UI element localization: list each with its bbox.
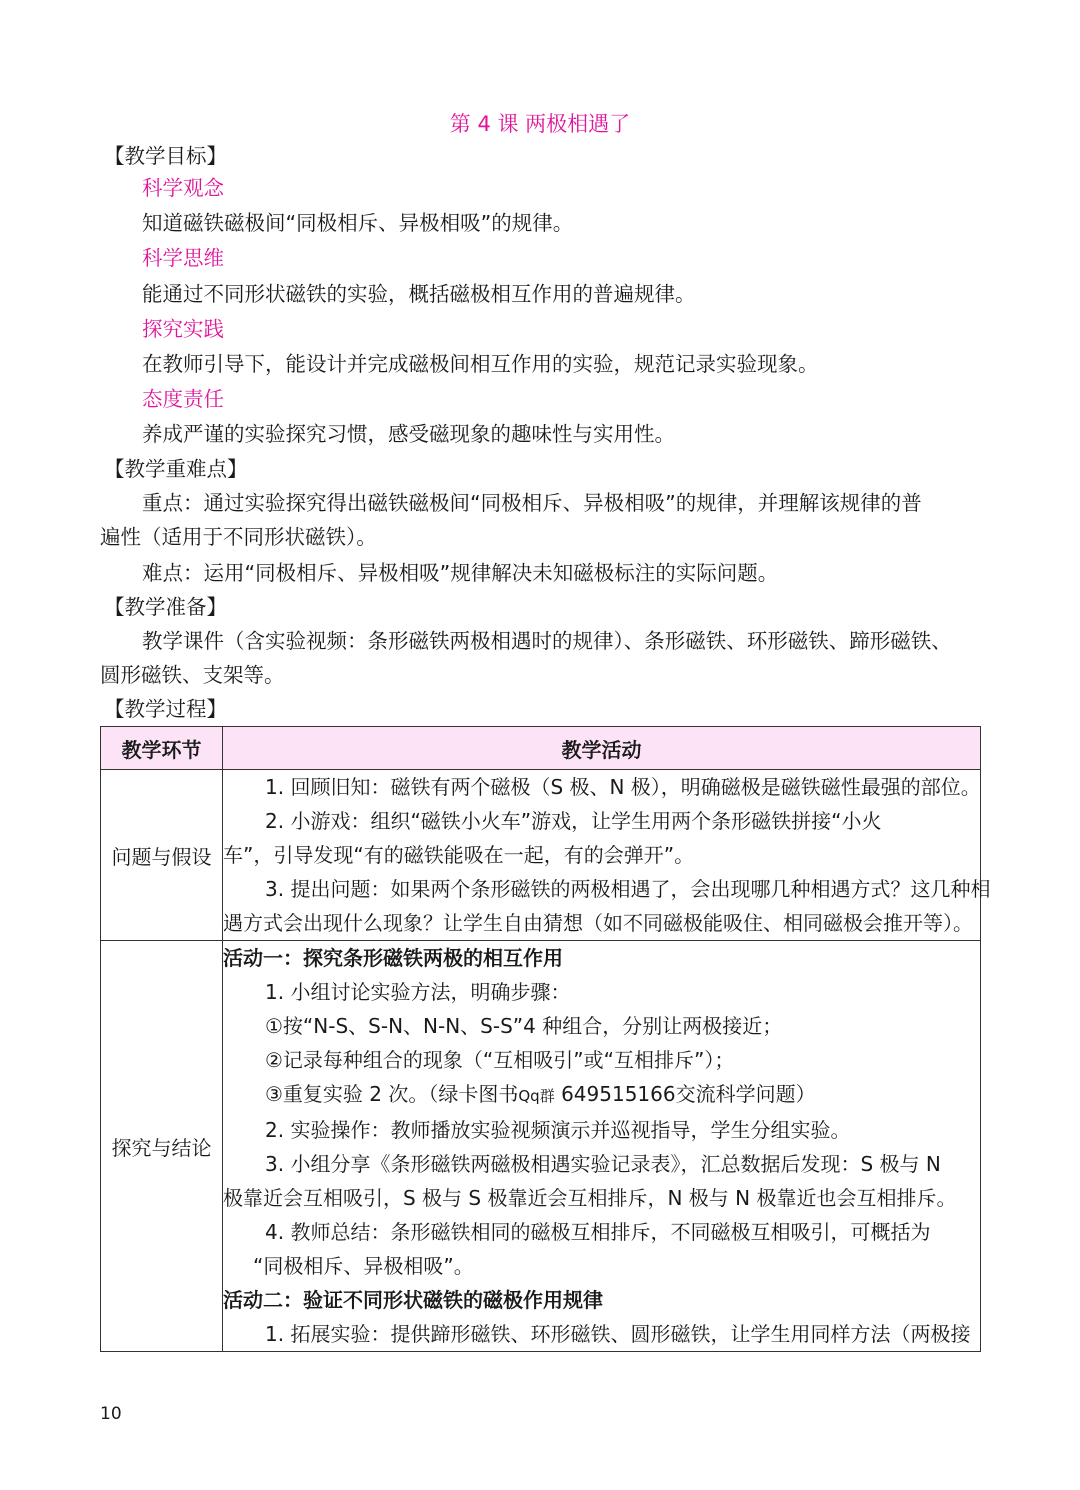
process-heading: 【教学过程】 — [104, 697, 227, 721]
objective-text-thinking: 能通过不同形状磁铁的实验，概括磁极相互作用的普遍规律。 — [142, 282, 696, 306]
activity-line: 2. 小游戏：组织“磁铁小火车”游戏，让学生用两个条形磁铁拼接“小火 — [265, 809, 882, 833]
activity-line: 1. 小组讨论实验方法，明确步骤： — [265, 980, 571, 1004]
objective-label-concept: 科学观念 — [142, 176, 224, 200]
header-stage: 教学环节 — [101, 727, 223, 770]
page-number: 10 — [100, 1404, 122, 1424]
activity-line-part: 649515166交流科学问题） — [554, 1082, 816, 1106]
activity-line: ②记录每种组合的现象（“互相吸引”或“互相排斥”）； — [265, 1048, 735, 1072]
activity-line: 极靠近会互相吸引，S 极与 S 极靠近会互相排斥，N 极与 N 极靠近也会互相排斥。 — [223, 1186, 957, 1210]
activity-cell — [223, 770, 991, 941]
qq-group-label: Qq群 — [518, 1087, 555, 1105]
objective-text-practice: 在教师引导下，能设计并完成磁极间相互作用的实验，规范记录实验现象。 — [142, 352, 819, 376]
stage-explore-conclude: 探究与结论 — [101, 941, 223, 1352]
stage-question-hypothesis: 问题与假设 — [101, 770, 223, 941]
activity-line-part: ③重复实验 2 次。（绿卡图书 — [265, 1082, 519, 1106]
activity-cell — [223, 941, 981, 1352]
activity-two-title: 活动二：验证不同形状磁铁的磁极作用规律 — [223, 1288, 603, 1312]
objective-label-thinking: 科学思维 — [142, 246, 224, 270]
activity-line: 3. 小组分享《条形磁铁两磁极相遇实验记录表》，汇总数据后发现：S 极与 N — [265, 1152, 941, 1176]
activity-line: 2. 实验操作：教师播放实验视频演示并巡视指导，学生分组实验。 — [265, 1118, 851, 1142]
activity-line: 车”，引导发现“有的磁铁能吸在一起，有的会弹开”。 — [223, 843, 695, 867]
table-header-row — [101, 727, 981, 770]
objective-label-attitude: 态度责任 — [142, 387, 224, 411]
objective-label-practice: 探究实践 — [142, 317, 224, 341]
activity-line — [223, 1077, 980, 1113]
activity-line: 3. 提出问题：如果两个条形磁铁的两极相遇了，会出现哪几种相遇方式？这几种相 — [265, 877, 991, 901]
key-point-line-2: 遍性（适用于不同形状磁铁）。 — [100, 525, 377, 549]
difficulty-line: 难点：运用“同极相斥、异极相吸”规律解决未知磁极标注的实际问题。 — [142, 561, 779, 585]
preparation-heading: 【教学准备】 — [104, 595, 227, 619]
activity-line: “同极相斥、异极相吸”。 — [253, 1254, 474, 1278]
activity-one-title: 活动一：探究条形磁铁两极的相互作用 — [223, 946, 563, 970]
key-points-heading: 【教学重难点】 — [104, 457, 248, 481]
preparation-line-2: 圆形磁铁、支架等。 — [100, 663, 285, 687]
activity-line: 遇方式会出现什么现象？让学生自由猜想（如不同磁极能吸住、相同磁极会推开等）。 — [223, 911, 973, 935]
header-activity: 教学活动 — [223, 727, 981, 770]
activity-line: 1. 回顾旧知：磁铁有两个磁极（S 极、N 极），明确磁极是磁铁磁性最强的部位。 — [265, 775, 981, 799]
teaching-process-table — [100, 726, 991, 1352]
preparation-line-1: 教学课件（含实验视频：条形磁铁两极相遇时的规律）、条形磁铁、环形磁铁、蹄形磁铁、 — [142, 629, 952, 653]
table-row — [101, 941, 981, 1352]
objective-text-concept: 知道磁铁磁极间“同极相斥、异极相吸”的规律。 — [142, 211, 574, 235]
key-point-line-1: 重点：通过实验探究得出磁铁磁极间“同极相斥、异极相吸”的规律，并理解该规律的普 — [142, 491, 922, 515]
objective-text-attitude: 养成严谨的实验探究习惯，感受磁现象的趣味性与实用性。 — [142, 422, 675, 446]
activity-line: 4. 教师总结：条形磁铁相同的磁极互相排斥，不同磁极互相吸引，可概括为 — [265, 1220, 931, 1244]
activity-line: 1. 拓展实验：提供蹄形磁铁、环形磁铁、圆形磁铁，让学生用同样方法（两极接 — [265, 1322, 971, 1346]
table-row — [101, 770, 981, 941]
activity-line: ①按“N-S、S-N、N-N、S-S”4 种组合，分别让两极接近； — [265, 1014, 783, 1038]
objectives-heading: 【教学目标】 — [104, 144, 227, 168]
lesson-title: 第 4 课 两极相遇了 — [449, 112, 631, 136]
